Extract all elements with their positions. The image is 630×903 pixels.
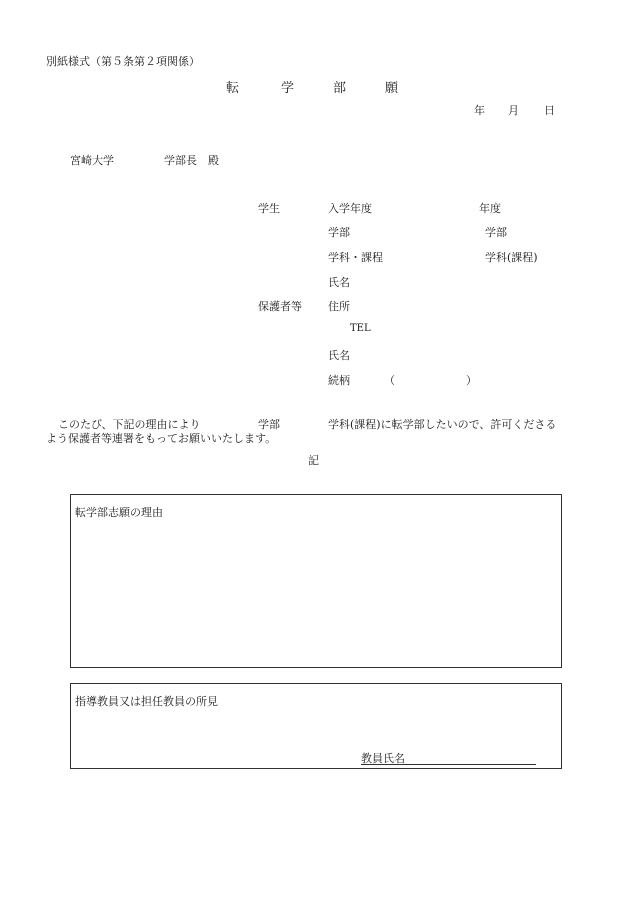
entry-year-label: 入学年度 xyxy=(328,202,372,215)
form-reference: 別紙様式（第５条第２項関係） xyxy=(46,55,200,68)
relation-paren-open: （ xyxy=(384,374,395,387)
entry-year-suffix: 年度 xyxy=(479,202,501,215)
title-char-4: 願 xyxy=(385,81,399,96)
addressee-university: 宮崎大学 xyxy=(70,154,114,167)
student-name-label: 氏名 xyxy=(328,276,350,289)
body-line1-faculty: 学部 xyxy=(258,418,280,431)
guardian-relation-label: 続柄 xyxy=(328,374,350,387)
body-line1-start: このたび、下記の理由により xyxy=(58,418,201,431)
title-char-2: 学 xyxy=(281,81,295,96)
faculty-suffix: 学部 xyxy=(485,226,507,239)
title-char-1: 転 xyxy=(226,81,240,96)
addressee-dean: 学部長 殿 xyxy=(164,154,219,167)
guardian-name-label: 氏名 xyxy=(328,349,350,362)
body-line2: よう保護者等連署をもってお願いいたします。 xyxy=(46,432,277,445)
reason-box-label: 転学部志願の理由 xyxy=(75,506,163,519)
date-year-label: 年 xyxy=(474,104,485,117)
teacher-name-label: 教員氏名 xyxy=(361,752,405,765)
guardian-section-label: 保護者等 xyxy=(258,300,302,313)
student-section-label: 学生 xyxy=(258,202,280,215)
guardian-tel-label: TEL xyxy=(350,323,371,334)
guardian-address-label: 住所 xyxy=(328,300,350,313)
teacher-signature-line[interactable] xyxy=(361,764,536,765)
relation-paren-close: ） xyxy=(466,374,477,387)
faculty-label: 学部 xyxy=(328,226,350,239)
title-char-3: 部 xyxy=(333,81,347,96)
body-line1-end: 学科(課程)に転学部したいので、許可くださる xyxy=(328,418,557,431)
ki-mark: 記 xyxy=(308,454,319,467)
opinion-box-label: 指導教員又は担任教員の所見 xyxy=(75,695,218,708)
reason-box[interactable] xyxy=(70,494,562,668)
opinion-box[interactable] xyxy=(70,683,562,769)
date-month-label: 月 xyxy=(508,104,519,117)
date-day-label: 日 xyxy=(544,104,555,117)
department-suffix: 学科(課程) xyxy=(485,251,538,264)
department-label: 学科・課程 xyxy=(328,251,383,264)
